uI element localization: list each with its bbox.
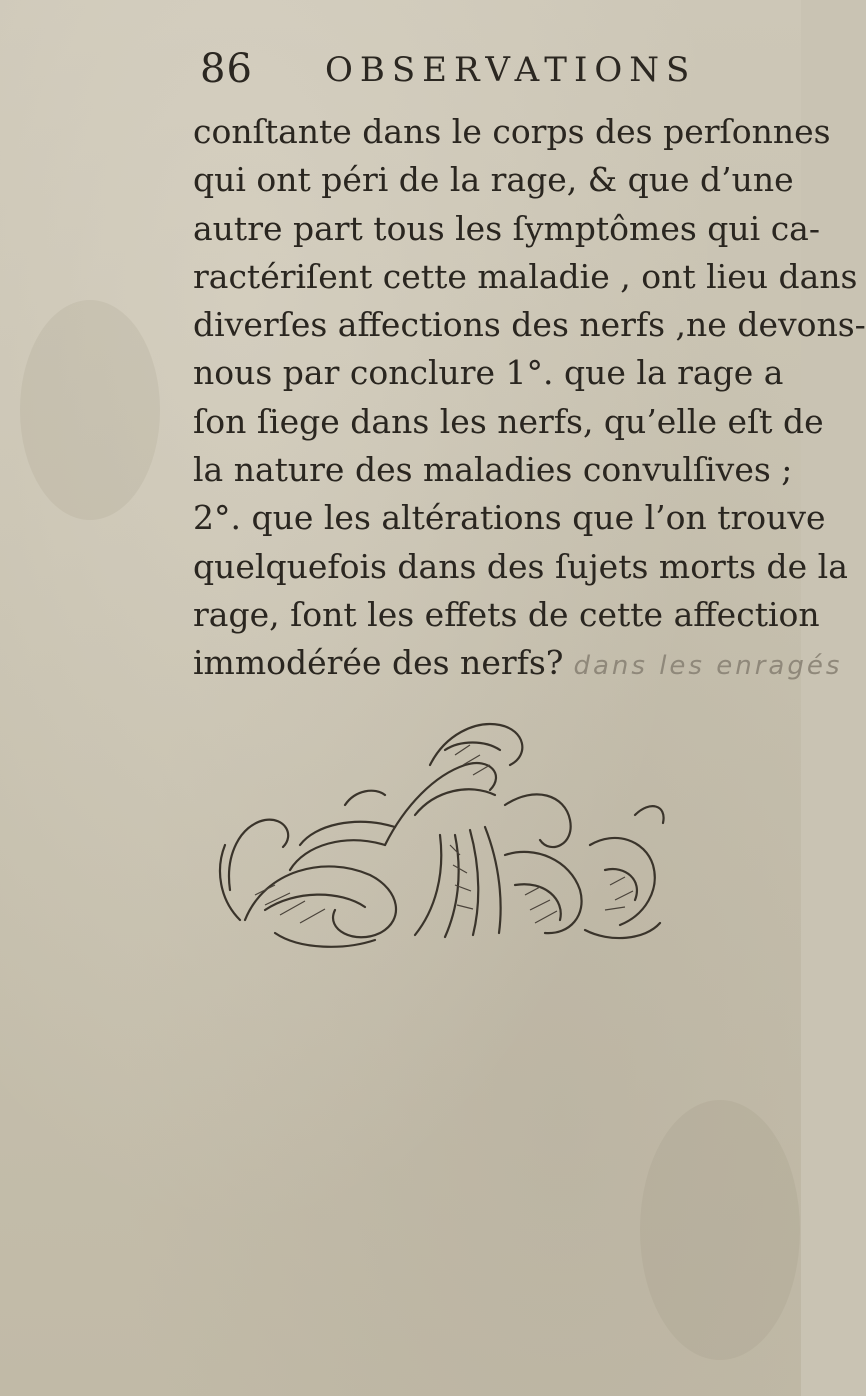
text-line-last [193,639,843,687]
text-line: la nature des maladies convulſives ; [193,450,793,490]
body-text [193,108,866,688]
text-line: ractériſent cette maladie , ont lieu dans [193,256,858,296]
last-line-text: immodérée des nerfs? [193,643,564,683]
paper-stain [20,300,160,520]
page-header [200,46,720,102]
text-line: 2°. que les altérations que l’on trouve [193,498,826,538]
page-number: 86 [200,46,253,92]
text-line: qui ont péri de la rage, & que d’une [193,160,794,200]
text-line: nous par conclure 1°. que la rage a [193,353,784,393]
text-line: autre part tous les ſymptômes qui ca- [193,208,820,248]
text-line: ſon ſiege dans les nerfs, qu’elle eſt de [193,401,824,441]
paper-stain [640,1100,800,1360]
ornament-tailpiece-icon [205,695,675,955]
text-line: diverſes affections des nerfs ,ne devons- [193,305,866,345]
text-line: conſtante dans le corps des perſonnes [193,112,831,151]
running-head: OBSERVATIONS [325,50,697,90]
text-line: quelquefois dans des ſujets morts de la [193,546,848,586]
text-line: rage, ſont les effets de cette affection [193,594,820,634]
handwritten-annotation: dans les enragés [573,651,843,682]
